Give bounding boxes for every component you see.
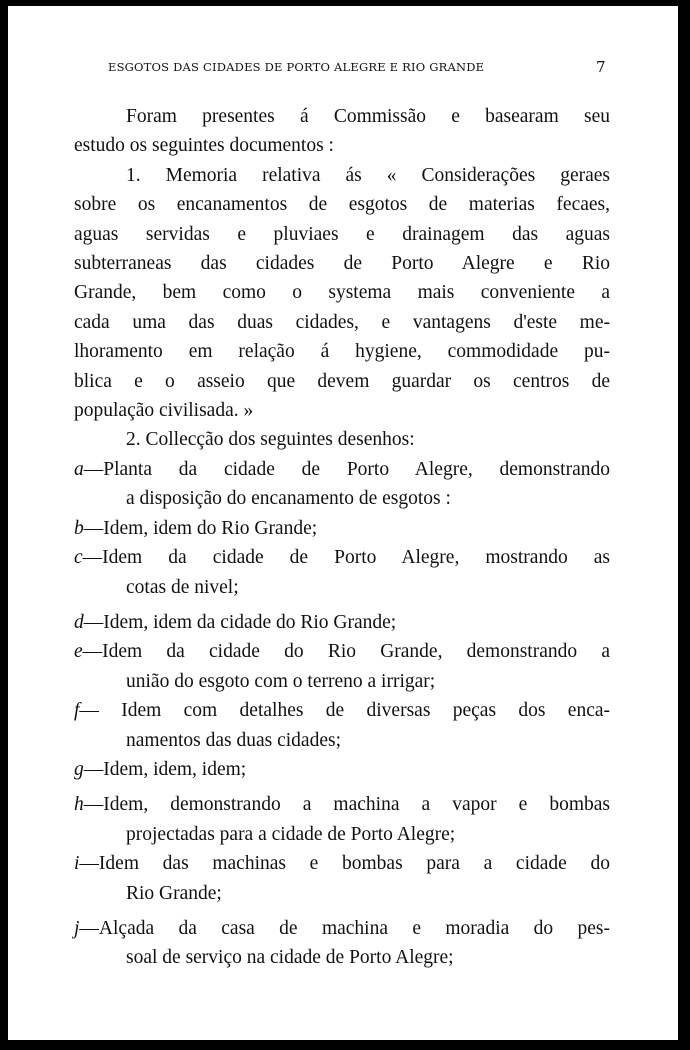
- item-line: cotas de nivel;: [126, 576, 239, 598]
- paragraph-line: aguas servidas e pluviaes e drainagem das aguas: [74, 223, 610, 245]
- paragraph-line: 1. Memoria relativa ás « Considerações geraes: [126, 164, 610, 186]
- item-line: —Idem, demonstrando a machina a vapor e bombas: [83, 794, 610, 816]
- item-line: —Idem da cidade do Rio Grande, demonstrando a: [82, 641, 610, 663]
- item-letter: i: [74, 853, 80, 875]
- body-text: [74, 102, 610, 973]
- running-header: [108, 60, 608, 74]
- list-item-a: [74, 455, 610, 514]
- item-letter: e: [74, 641, 83, 663]
- item-letter: d: [74, 611, 84, 633]
- paragraph-line: lhoramento em relação á hygiene, commodidade pu-: [74, 341, 610, 363]
- item-line: a disposição do encanamento de esgotos :: [126, 488, 451, 510]
- item-line: —Idem da cidade de Porto Alegre, mostrando as: [82, 547, 610, 569]
- item-letter: f: [74, 700, 80, 722]
- item-line: —Idem, idem do Rio Grande;: [83, 517, 318, 539]
- list-item-h: [74, 790, 610, 849]
- list-item-j: [74, 914, 610, 973]
- list-item-e: [74, 637, 610, 696]
- paragraph-line: população civilisada. »: [74, 400, 254, 422]
- list-item-g: [74, 755, 610, 784]
- item-line: união do esgoto com o terreno a irrigar;: [126, 670, 436, 692]
- list-item-i: [74, 849, 610, 908]
- paragraph-line: sobre os encanamentos de esgotos de materias fecaes,: [74, 194, 610, 216]
- item-line: namentos das duas cidades;: [126, 729, 341, 751]
- paragraph-line: subterraneas das cidades de Porto Alegre e Rio: [74, 253, 610, 275]
- item-line: —Idem das machinas e bombas para a cidade do: [79, 853, 610, 875]
- item-line: —Idem, idem da cidade do Rio Grande;: [83, 611, 397, 633]
- item-letter: h: [74, 794, 84, 816]
- paragraph-line: Grande, bem como o systema mais conveniente a: [74, 282, 610, 304]
- header-title: ESGOTOS DAS CIDADES DE PORTO ALEGRE E RIO GRANDE: [108, 60, 485, 74]
- item-letter: b: [74, 517, 84, 539]
- item-line: soal de serviço na cidade de Porto Alegre;: [126, 947, 454, 969]
- page-number: 7: [596, 58, 606, 76]
- book-page: [8, 6, 678, 1040]
- paragraph-line: 2. Collecção dos seguintes desenhos:: [126, 429, 415, 451]
- paragraph-line: cada uma das duas cidades, e vantagens d'este me-: [74, 311, 610, 333]
- item-letter: c: [74, 547, 83, 569]
- item-line: —Planta da cidade de Porto Alegre, demonstrando: [83, 458, 610, 480]
- list-item-f: [74, 696, 610, 755]
- item-line: Rio Grande;: [126, 882, 222, 904]
- paragraph-line: estudo os seguintes documentos :: [74, 135, 334, 157]
- item-letter: a: [74, 458, 84, 480]
- list-item-b: [74, 514, 610, 543]
- item-letter: g: [74, 758, 84, 780]
- item-letter: j: [74, 917, 80, 939]
- item-line: —Alçada da casa de machina e moradia do pes-: [79, 917, 610, 939]
- list-item-d: [74, 608, 610, 637]
- paragraph-line: Foram presentes á Commissão e basearam seu: [126, 106, 610, 127]
- list-item-c: [74, 543, 610, 602]
- item-line: — Idem com detalhes de diversas peças dos enca-: [79, 700, 610, 722]
- item-line: —Idem, idem, idem;: [83, 758, 247, 780]
- item-line: projectadas para a cidade de Porto Alegre;: [126, 823, 456, 845]
- paragraph-line: blica e o asseio que devem guardar os centros de: [74, 370, 610, 392]
